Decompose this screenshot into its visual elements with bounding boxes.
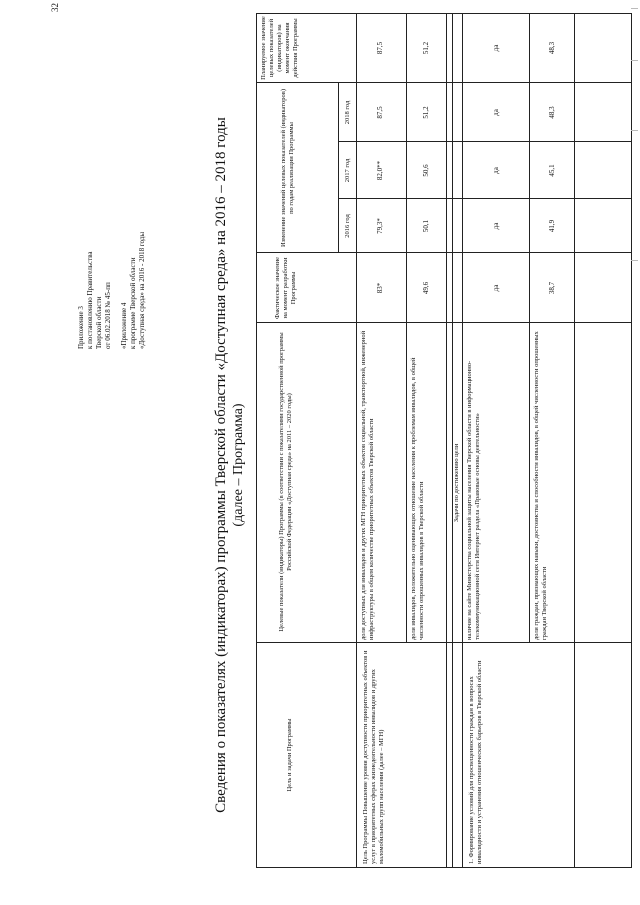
value-2018: 87,5 xyxy=(376,106,384,119)
value-2016: 79,3* xyxy=(376,218,384,234)
value-planned: 87,5 xyxy=(376,41,384,55)
appendix-3-line: к постановлению Правительства xyxy=(86,251,94,349)
value-2017: 82,0** xyxy=(376,160,384,181)
value-actual: 83* xyxy=(376,282,384,294)
value-planned: да xyxy=(492,44,500,52)
indicator-text: доля доступных для инвалидов и других МГН приоритетных объектов социальной, транспортной, инженерной инфраструктуры в общем количестве приоритетных объектов Тверской области xyxy=(360,330,375,640)
indicator-text: доля инвалидов, положительно оценивающих отношение населения к проблемам инвалидов, в общей численности опрошенных инвалидов в Тверской области xyxy=(410,357,425,640)
document-title: Сведения о показателях (индикаторах) программы Тверской области «Доступная среда» на 2016 – 2018 годы xyxy=(213,117,229,813)
value-2017: 45,1 xyxy=(548,164,556,177)
value-2016: 41,9 xyxy=(548,219,556,233)
value-2016: 50,1 xyxy=(422,219,430,233)
page-number: 32 xyxy=(50,3,60,12)
indicator-text: доля граждан, признающих навыки, достоинства и способности инвалидов, в общей численности опрошенных граждан Тверской области xyxy=(533,331,548,640)
indicators-table xyxy=(256,13,632,868)
tasks-header: Задачи по достижению цели xyxy=(453,443,460,523)
value-2018: 51,2 xyxy=(422,106,430,119)
value-actual: 49,6 xyxy=(422,281,430,295)
indicator-text: наличие на сайте Министерства социальной защиты населения Тверской области в информационно-телекоммуникационной сети Интернет раздела «Правовые основы деятельности» xyxy=(466,360,481,640)
value-2018: 48,3 xyxy=(548,106,556,119)
goal-cell: Цель Программы Повышение уровня доступности приоритетных объектов и услуг в приоритетных сферах жизнедеятельности инвалидов и других маломобильных групп населения (далее – МГН) xyxy=(362,650,385,864)
appendix-3-line: Приложение 3 xyxy=(77,306,85,349)
header-planned: Планируемое значение целевых показателей (индикаторов) на момент окончания действия Программы xyxy=(260,16,299,80)
header-2016: 2016 год xyxy=(344,214,351,238)
appendix-4-line: «Приложение 4 xyxy=(120,302,128,349)
header-change: Изменение значений целевых показателей (индикаторов) по годам реализации Программы xyxy=(280,88,295,248)
value-2016: да xyxy=(492,222,500,230)
appendix-3-heading xyxy=(77,149,113,349)
appendix-4-line: «Доступная среда» на 2016 - 2018 годы xyxy=(138,231,146,349)
value-2018: да xyxy=(492,109,500,116)
value-planned: 51,2 xyxy=(422,41,430,55)
header-indicators: Целевые показатели (индикаторы) Программы (в соответствии с показателями государственной программы Российской Федерации «Доступная среда» на 2011 – 2020 годы) xyxy=(278,332,293,632)
value-2017: да xyxy=(492,167,500,174)
appendix-4-heading xyxy=(120,232,147,349)
task-1-cell: 1. Формирование условий для просвещенности граждан в вопросах инвалидности и устранения отношенческих барьеров в Тверской области xyxy=(468,660,483,864)
document-subtitle: (далее – Программа) xyxy=(231,403,246,527)
appendix-3-line: от 06.02.2018 № 45-пп xyxy=(104,282,112,349)
value-2017: 50,6 xyxy=(422,164,430,177)
value-planned: 48,3 xyxy=(548,41,556,55)
header-2017: 2017 год xyxy=(344,158,351,183)
value-actual: да xyxy=(492,284,500,292)
appendix-4-line: к программе Тверской области xyxy=(129,257,137,349)
scan-edge-marks xyxy=(629,0,640,905)
appendix-3-line: Тверской области xyxy=(95,296,103,349)
value-actual: 38,7 xyxy=(548,281,556,295)
header-goal: Цель и задачи Программы xyxy=(286,718,293,792)
header-2018: 2018 год xyxy=(344,100,351,125)
header-actual: Фактическое значение на момент разработки Программы xyxy=(274,257,297,319)
